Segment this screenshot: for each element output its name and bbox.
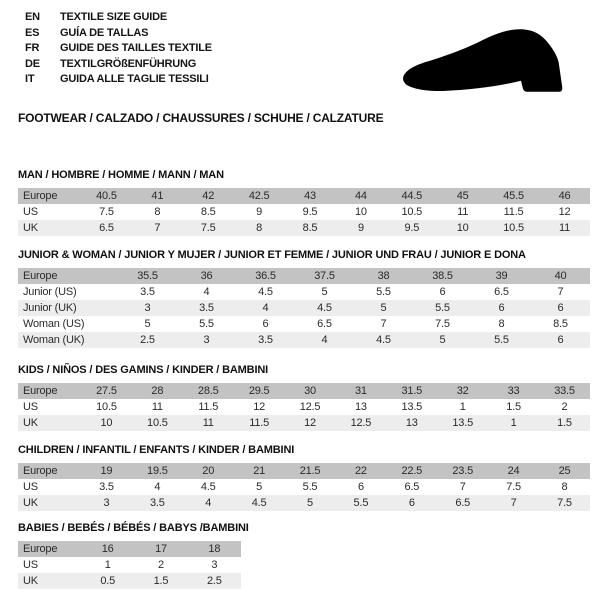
size-row [18, 573, 241, 589]
size-cell: 10 [456, 222, 469, 234]
size-cell: 11.5 [198, 401, 219, 413]
size-cell: 7 [380, 318, 387, 330]
size-cell: 5 [307, 497, 313, 509]
size-cell: 25 [558, 465, 571, 477]
size-cell: 6.5 [404, 481, 420, 493]
size-cell: 10 [354, 206, 367, 218]
size-cell: 39 [495, 270, 508, 282]
size-cell: 28 [151, 385, 164, 397]
language-code: IT [25, 73, 35, 85]
size-cell: 5.5 [302, 481, 318, 493]
size-cell: 8.5 [553, 318, 568, 330]
row-label: US [23, 401, 38, 413]
language-row [25, 72, 212, 88]
size-cell: 7.5 [557, 497, 572, 509]
size-row [18, 220, 590, 236]
size-cell: 37.5 [314, 270, 335, 282]
size-cell: 33 [507, 385, 520, 397]
size-cell: 36 [200, 270, 213, 282]
size-cell: 31 [354, 385, 367, 397]
size-cell: 13.5 [452, 417, 473, 429]
size-cell: 3 [203, 334, 210, 346]
row-label: Junior (UK) [23, 302, 77, 314]
size-cell: 6 [357, 481, 364, 493]
language-label: GUIDE DES TAILLES TEXTILE [60, 42, 212, 54]
size-cell: 0.5 [100, 575, 116, 587]
size-cell: 29.5 [248, 385, 270, 397]
size-cell: 23.5 [452, 465, 473, 477]
size-row [18, 268, 590, 284]
size-cell: 9.5 [404, 222, 420, 234]
size-cell: 1.5 [557, 417, 572, 429]
size-cell: 5.5 [494, 334, 509, 346]
size-cell: 32 [456, 385, 469, 397]
size-cell: 9 [357, 222, 364, 234]
size-cell: 7.5 [506, 481, 521, 493]
row-label: UK [23, 417, 38, 429]
size-cell: 9.5 [302, 206, 318, 218]
size-cell: 24 [507, 465, 520, 477]
size-row [18, 415, 590, 431]
size-cell: 6.5 [99, 222, 114, 234]
size-cell: 2 [158, 559, 164, 571]
size-row [18, 188, 590, 204]
size-cell: 6 [557, 334, 564, 346]
size-cell: 9 [256, 206, 263, 218]
language-code: ES [25, 26, 40, 39]
row-label: UK [23, 497, 38, 509]
size-row [18, 399, 590, 415]
size-cell: 1 [510, 417, 517, 429]
size-cell: 8.5 [200, 206, 216, 218]
size-cell: 11.5 [249, 417, 270, 429]
size-row [18, 332, 590, 348]
size-cell: 21 [253, 465, 266, 477]
section-junior-woman [18, 249, 590, 348]
size-cell: 7.5 [435, 318, 450, 330]
size-cell: 33.5 [554, 385, 575, 397]
section-man [18, 169, 590, 236]
size-cell: 42.5 [248, 190, 270, 202]
size-cell: 5 [380, 302, 387, 314]
size-cell: 3 [144, 302, 151, 314]
size-cell: 45 [456, 190, 469, 202]
size-row [18, 463, 590, 479]
size-cell: 38.5 [432, 270, 453, 282]
size-row [18, 204, 590, 220]
size-cell: 44.5 [401, 190, 423, 202]
size-row [18, 541, 241, 557]
size-cell: 11 [558, 222, 571, 234]
row-label: UK [23, 222, 38, 234]
size-table-kids [18, 383, 590, 431]
row-label: Europe [23, 270, 58, 282]
size-cell: 8 [154, 206, 161, 218]
size-cell: 4 [203, 286, 210, 298]
size-cell: 7 [557, 286, 564, 298]
size-cell: 17 [155, 543, 167, 555]
size-cell: 2 [561, 401, 568, 413]
size-cell: 4 [154, 481, 161, 493]
language-row [25, 26, 212, 42]
size-cell: 38 [377, 270, 390, 282]
size-cell: 10.5 [503, 222, 524, 234]
size-cell: 13 [405, 417, 418, 429]
row-label: Europe [23, 385, 58, 397]
size-cell: 6.5 [455, 497, 471, 509]
size-cell: 3 [211, 559, 218, 571]
size-cell: 46 [558, 190, 571, 202]
size-cell: 4.5 [251, 497, 267, 509]
size-cell: 4.5 [376, 334, 391, 346]
size-row [18, 316, 590, 332]
size-cell: 18 [208, 543, 221, 555]
size-cell: 10 [100, 417, 113, 429]
size-cell: 6 [262, 318, 269, 330]
size-cell: 3.5 [199, 302, 214, 314]
size-cell: 4.5 [258, 286, 273, 298]
size-cell: 21.5 [299, 465, 321, 477]
size-row [18, 284, 590, 300]
size-cell: 6 [498, 302, 505, 314]
size-cell: 5.5 [435, 302, 450, 314]
size-cell: 5 [144, 318, 151, 330]
size-cell: 1.5 [153, 575, 169, 587]
language-code: FR [25, 42, 40, 54]
language-label: TEXTILGRÖßENFÜHRUNG [60, 57, 197, 70]
size-cell: 7 [154, 222, 161, 234]
size-cell: 42 [202, 190, 215, 202]
size-cell: 12.5 [350, 417, 372, 429]
row-label: US [23, 206, 38, 218]
size-cell: 36.5 [255, 270, 276, 282]
row-label: Europe [23, 543, 58, 555]
size-cell: 3 [103, 497, 110, 509]
language-label: GUIDA ALLE TAGLIE TESSILI [60, 73, 209, 85]
size-cell: 10.5 [401, 206, 423, 218]
language-label: GUÍA DE TALLAS [60, 26, 149, 39]
size-cell: 1.5 [506, 401, 521, 413]
size-cell: 3.5 [140, 286, 155, 298]
size-cell: 4 [321, 334, 328, 346]
size-cell: 8 [561, 481, 568, 493]
size-cell: 4.5 [200, 481, 216, 493]
size-cell: 12 [558, 206, 571, 218]
size-table-children [18, 463, 590, 511]
size-cell: 5 [439, 334, 446, 346]
size-cell: 10.5 [96, 401, 117, 413]
size-cell: 5.5 [376, 286, 391, 298]
size-cell: 3.5 [258, 334, 273, 346]
size-cell: 40 [554, 270, 567, 282]
section-title-children: CHILDREN / INFANTIL / ENFANTS / KINDER / BAMBINI [18, 444, 295, 456]
size-cell: 11 [151, 401, 163, 413]
size-cell: 7.5 [200, 222, 216, 234]
size-cell: 4 [205, 497, 212, 509]
size-cell: 19.5 [147, 465, 168, 477]
size-cell: 12.5 [299, 401, 321, 413]
size-row [18, 383, 590, 399]
size-cell: 6.5 [317, 318, 332, 330]
size-cell: 12 [253, 401, 266, 413]
size-cell: 6 [408, 497, 415, 509]
size-cell: 3.5 [99, 481, 114, 493]
size-cell: 2.5 [140, 334, 155, 346]
section-kids [18, 364, 590, 431]
size-cell: 1 [104, 559, 111, 571]
size-cell: 43 [304, 190, 316, 202]
category-title: FOOTWEAR / CALZADO / CHAUSSURES / SCHUHE / CALZATURE [18, 111, 384, 125]
size-cell: 2.5 [206, 575, 222, 587]
size-row [18, 479, 590, 495]
section-children [18, 444, 590, 511]
language-code: EN [25, 11, 40, 23]
size-cell: 5 [256, 481, 263, 493]
size-table-junior-woman [18, 268, 590, 348]
size-cell: 28.5 [197, 385, 219, 397]
size-cell: 6 [439, 286, 446, 298]
size-row [18, 495, 590, 511]
row-label: Junior (US) [23, 286, 77, 298]
row-label: Woman (UK) [23, 334, 85, 346]
size-cell: 12 [304, 417, 316, 429]
language-code: DE [25, 57, 40, 70]
size-cell: 13.5 [401, 401, 423, 413]
shoe-icon [394, 20, 578, 112]
row-label: US [23, 481, 38, 493]
section-title-man: MAN / HOMBRE / HOMME / MANN / MAN [18, 169, 224, 181]
section-title-kids: KIDS / NIÑOS / DES GAMINS / KINDER / BAMBINI [18, 364, 269, 376]
size-cell: 8 [256, 222, 263, 234]
size-cell: 35.5 [137, 270, 158, 282]
size-cell: 8 [498, 318, 505, 330]
size-cell: 31.5 [401, 385, 423, 397]
size-cell: 19 [100, 465, 113, 477]
size-cell: 6 [557, 302, 564, 314]
size-cell: 10.5 [147, 417, 168, 429]
size-cell: 7.5 [99, 206, 114, 218]
size-cell: 11 [202, 417, 214, 429]
size-table-man [18, 188, 590, 236]
size-cell: 4.5 [317, 302, 332, 314]
size-cell: 7 [510, 497, 517, 509]
row-label: Europe [23, 465, 58, 477]
language-row [25, 10, 212, 26]
row-label: UK [23, 575, 38, 587]
size-cell: 41 [151, 190, 164, 202]
row-label: US [23, 559, 38, 571]
size-cell: 30 [304, 385, 316, 397]
size-cell: 7 [459, 481, 466, 493]
section-title-babies: BABIES / BEBÉS / BÉBÉS / BABYS /BAMBINI [18, 522, 249, 534]
size-cell: 11 [457, 206, 469, 218]
size-cell: 22.5 [401, 465, 423, 477]
language-row [25, 57, 212, 73]
size-cell: 1 [459, 401, 466, 413]
language-row [25, 41, 212, 57]
size-cell: 8.5 [302, 222, 318, 234]
size-cell: 22 [354, 465, 367, 477]
size-cell: 5.5 [353, 497, 369, 509]
size-cell: 40.5 [96, 190, 117, 202]
size-cell: 5.5 [199, 318, 214, 330]
size-row [18, 557, 241, 573]
section-babies [18, 522, 590, 589]
language-list [25, 10, 212, 88]
section-title-junior-woman: JUNIOR & WOMAN / JUNIOR Y MUJER / JUNIOR ET FEMME / JUNIOR UND FRAU / JUNIOR E DONA [18, 249, 526, 261]
size-cell: 5 [321, 286, 328, 298]
size-cell: 6.5 [494, 286, 509, 298]
size-row [18, 300, 590, 316]
size-cell: 44 [354, 190, 367, 202]
size-cell: 13 [354, 401, 367, 413]
size-cell: 4 [262, 302, 269, 314]
row-label: Woman (US) [23, 318, 85, 330]
size-cell: 45.5 [503, 190, 524, 202]
size-cell: 27.5 [96, 385, 117, 397]
size-table-babies [18, 541, 241, 589]
language-label: TEXTILE SIZE GUIDE [60, 11, 168, 23]
size-cell: 16 [101, 543, 114, 555]
size-cell: 20 [202, 465, 215, 477]
size-cell: 11.5 [503, 206, 524, 218]
size-cell: 3.5 [149, 497, 165, 509]
row-label: Europe [23, 190, 58, 202]
